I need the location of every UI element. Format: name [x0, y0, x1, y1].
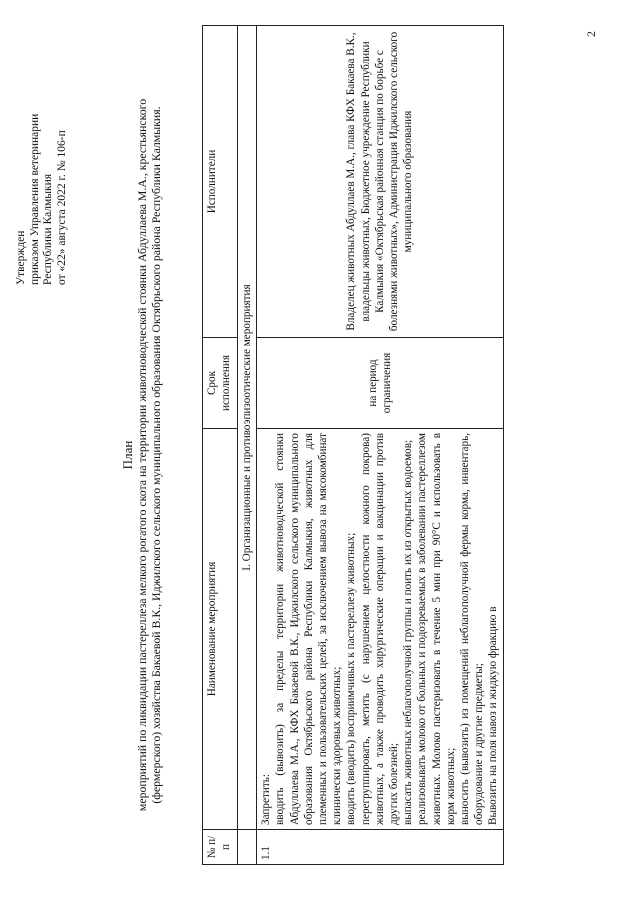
list-item: реализовывать молоко от больных и подозреваемых в заболевании пастереллезом животных. Молоко пастеризовать в течение 5 мин при 90°С и использовать в корм животных; — [416, 433, 457, 825]
plan-subtitle: мероприятий по ликвидации пастереллеза мелкого рогатого скота на территории животноводческой стоянки Абдуллаева М.А., крестьянского (фермерского) хозяйства Бакаевой В.К., Иджилского сельского муниципального образования Октябрьского района Республики Калмыкия. — [135, 98, 163, 812]
row-executor: Владелец животных Абдуллаев М.А., глава КФХ Бакаева В.К., владельцы животных, Бюджетное учреждение Республики Калмыкия «Октябрьская районная станция по борьбе с болезнями животных», Администрация Иджилского сельского муниципального образования — [257, 26, 503, 338]
list-item: выносить (вывозить) из помещений неблагополучной фермы корма, инвентарь, оборудование и другие предметы; — [459, 433, 486, 825]
header-name: Наименование мероприятия — [203, 429, 238, 830]
header-num: № п/п — [203, 830, 238, 865]
table-header-row — [203, 26, 238, 865]
list-item: перегруппировать, метить (с нарушением целостности кожного покрова) животных, а также проводить хирургические операции и вакцинации против других болезней; — [359, 433, 401, 825]
table-row — [257, 26, 503, 865]
header-executor: Исполнители — [203, 26, 238, 338]
approval-line: приказом Управления ветеринарии — [28, 113, 41, 285]
approval-line: Республики Калмыкия — [42, 173, 54, 285]
section-title: I. Организационные и противоэпизоотические мероприятия — [238, 26, 257, 830]
approval-block — [15, 35, 69, 285]
row-term: на период ограничения — [257, 338, 503, 429]
row-items — [257, 429, 503, 830]
plan-title: План — [120, 440, 135, 470]
list-item: выпасать животных неблагополучной группы и поить их из открытых водоемов; — [402, 439, 415, 825]
plan-table — [202, 25, 504, 865]
section-row — [238, 26, 257, 865]
page-number: 2 — [584, 31, 598, 37]
list-item: вводить (вывозить) за пределы территории животноводческой стоянки Абдуллаева М.А., КФХ Бакаевой В.К., Иджилского сельского муниципального образования Октябрьского района Республики Калмыкия, животных для племенных и пользовательских целей, за исключением вывоза на мясокомбинат клинически здоровых животных; — [274, 433, 344, 825]
plan-heading — [120, 65, 163, 845]
list-item: вводить (вводить) восприимчивых к пастереллезу животных; — [345, 532, 358, 825]
list-item: Вывозить на поля навоз и жидкую фракцию в — [487, 606, 500, 825]
list-item: Запретить: — [260, 774, 273, 825]
row-num: 1.1 — [257, 830, 503, 865]
approval-line: от «22» августа 2022 г. № 106-п — [55, 130, 68, 285]
approval-line: Утвержден — [15, 230, 27, 285]
header-term: Срок исполнения — [203, 338, 238, 429]
